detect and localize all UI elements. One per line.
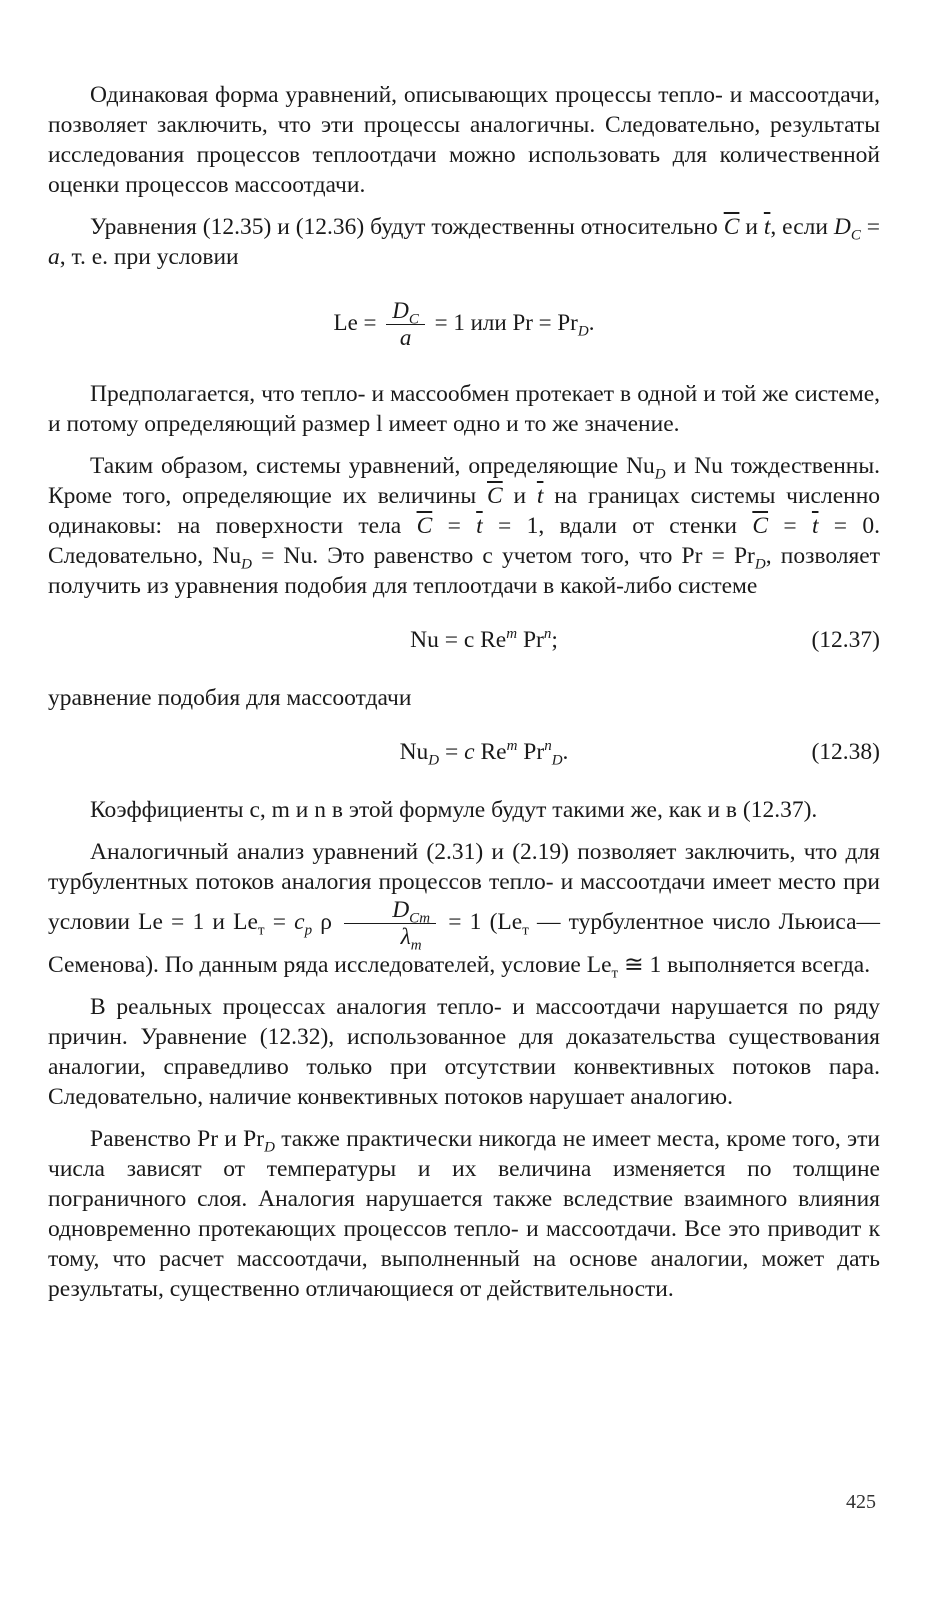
equation-12-38: $Nu_D = c$ Re$^m$ $Pr^n_D$. (12.38) <box>399 738 880 769</box>
paragraph-3: Предполагается, что тепло- и массообмен протекает в одной и той же системе, и потому определяющий размер l имеет одно и то же значение. <box>48 381 880 437</box>
paragraph-1: Одинаковая форма уравнений, описывающих процессы тепло- и массоотдачи, позволяет заключить, что эти процессы аналогичны. Следовательно, результаты исследования процессов теплоотдачи можно использовать для количественной оценки процессов массоотдачи. <box>48 82 880 198</box>
paragraph-9: Равенство Pr и $Pr_D$ также практически никогда не имеет места, кроме того, эти числа зависят от температуры и их величина изменяется по толщине пограничного слоя. Аналогия нарушается также вследствие взаимного влияния одновременно протекающих процессов тепло- и массоотдачи. Все это приводит к тому, что расчет массоотдачи, выполненный на основе аналогии, может дать результаты, существенно отличающиеся от действительности. <box>48 1126 880 1302</box>
equation-number: (12.38) <box>811 739 880 765</box>
equation-number: (12.37) <box>811 627 880 653</box>
paragraph-2: Уравнения (12.35) и (12.36) будут тождественны относительно $\overline{C}$ и $\overline{t}$, если $D_C = a$, т. е. при условии <box>48 214 881 270</box>
paragraph-8: В реальных процессах аналогия тепло- и массоотдачи нарушается по ряду причин. Уравнение (12.32), использованное для доказательства существования аналогии, справедливо только при отсутствии конвективных потоков пара. Следовательно, наличие конвективных потоков нарушает аналогию. <box>48 994 880 1110</box>
paragraph-6: Коэффициенты c, m и n в этой формуле будут такими же, как и в (12.37). <box>90 797 818 823</box>
equation-12-37: Nu = c Re$^m$ Pr$^n$; (12.37) <box>410 626 880 653</box>
paragraph-7: Аналогичный анализ уравнений (2.31) и (2.19) позволяет заключить, что для турбулентных потоков аналогия процессов тепло- и массоотдачи имеет место при условии Le = 1 и $Le_т = c_p$ ρ $\frac{D_{Cт}}{\lambda_т}$ = 1 ($Le_т$ — турбулентное число Льюиса—Семенова). По данным ряда исследователей, условие $Le_т$ ≅ 1 выполняется всегда. <box>48 839 881 982</box>
paragraph-4: Таким образом, системы уравнений, определяющие $Nu_D$ и Nu тождественны. Кроме того, определяющие их величины $\overline{C}$ и $\overline{t}$ на границах системы численно одинаковы: на поверхности тела $\overline{C} = \overline{t} = 1$, вдали от стенки $\overline{C} = \overline{t} = 0$. Следовательно, $Nu_D = Nu$. Это равенство с учетом того, что $Pr = Pr_D$, позволяет получить из уравнения подобия для теплоотдачи в какой-либо системе <box>48 453 881 599</box>
formula-lewis: Le = $\frac{D_C}{a}$ = 1 или $Pr = Pr_D$. <box>333 298 595 350</box>
page-number: 425 <box>846 1491 876 1513</box>
paragraph-5: уравнение подобия для массоотдачи <box>48 685 412 711</box>
